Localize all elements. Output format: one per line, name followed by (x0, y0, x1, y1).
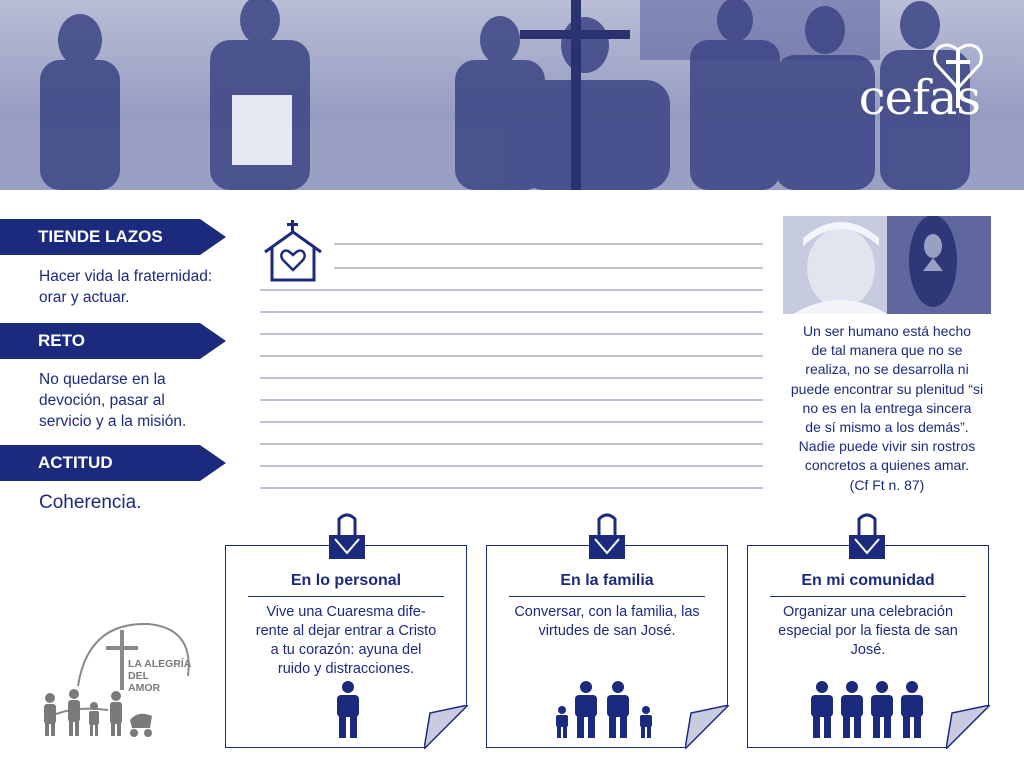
binder-clip-icon (327, 513, 367, 561)
family-icon (552, 680, 658, 738)
pope-quote: Un ser humano está hecho de tal manera que no se realiza, no se desarrolla ni puede encontrar su plenitud “si no es en la entrega sincera de sí mismo a los demás”. Nadie puede vivir sin rostros concretos a quienes amar. (Cf Ft n. 87) (790, 323, 984, 493)
page-curl-icon (424, 705, 468, 749)
page-curl-icon (685, 705, 729, 749)
binder-clip-icon (587, 513, 627, 561)
writing-lines[interactable] (258, 228, 768, 498)
banner-actitud: ACTITUD (0, 445, 200, 481)
reto-text: No quedarse en la devoción, pasar al servicio y a la misión. (39, 371, 187, 430)
banner-reto: RETO (0, 323, 200, 359)
community-icon (808, 680, 928, 738)
banner-tiende-lazos: TIENDE LAZOS (0, 219, 200, 255)
actitud-text: Coherencia. (39, 492, 142, 513)
pope-virgin-photo (783, 216, 991, 314)
hero-photo (0, 0, 1024, 190)
cefas-logo: cefas (858, 70, 980, 126)
binder-clip-icon (847, 513, 887, 561)
card-comunidad: En mi comunidad Organizar una celebración especial por la fiesta de san José. (747, 545, 989, 748)
emblem-label: LA ALEGRÍA DEL AMOR (128, 658, 192, 694)
person-icon (330, 680, 366, 738)
page-curl-icon (946, 705, 990, 749)
card-personal: En lo personal Vive una Cuaresma dife- rente al dejar entrar a Cristo a tu corazón: ayuna del ruido y distracciones. (225, 545, 467, 748)
card-familia: En la familia Conversar, con la familia, las virtudes de san José. (486, 545, 728, 748)
tiende-lazos-text: Hacer vida la fraternidad: orar y actuar. (39, 268, 213, 306)
